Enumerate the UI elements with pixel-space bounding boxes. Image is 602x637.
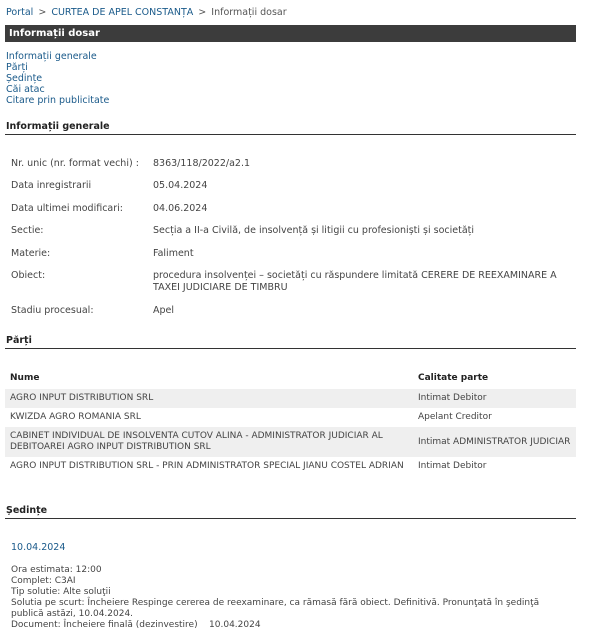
toc-link-citare-publicitate[interactable]: Citare prin publicitate — [6, 95, 110, 106]
breadcrumb-separator: > — [38, 7, 47, 18]
info-label: Sectie: — [11, 225, 44, 236]
breadcrumb-portal-link[interactable]: Portal — [6, 7, 34, 18]
section-heading-parti: Părți — [5, 335, 576, 349]
table-row — [5, 408, 576, 427]
parte-nume: AGRO INPUT DISTRIBUTION SRL — [5, 389, 413, 408]
info-value: Secția a II-a Civilă, de insolvență și litigii cu profesioniști și societăți — [153, 225, 475, 236]
breadcrumb-court-link[interactable]: CURTEA DE APEL CONSTANȚA — [51, 7, 194, 18]
parte-calitate: Intimat Debitor — [413, 389, 576, 408]
info-label: Nr. unic (nr. format vechi) : — [11, 158, 139, 169]
info-value: procedura insolvenței – societăți cu răspundere limitată CERERE DE REEXAMINARE A TAXEI JUDICIARE DE TIMBRU — [153, 270, 557, 293]
toc-link-cai-atac[interactable]: Căi atac — [6, 84, 45, 95]
parte-nume: AGRO INPUT DISTRIBUTION SRL - PRIN ADMINISTRATOR SPECIAL JIANU COSTEL ADRIAN — [10, 461, 404, 471]
parte-nume: KWIZDA AGRO ROMANIA SRL — [10, 412, 141, 422]
toc-link-informatii-generale[interactable]: Informații generale — [6, 51, 97, 62]
parte-calitate: Intimat ADMINISTRATOR JUDICIAR — [413, 427, 576, 457]
table-of-contents — [6, 51, 109, 106]
sedinta-complet: Complet: C3AI — [11, 576, 76, 586]
sedinta-date: 10.04.2024 — [11, 542, 66, 553]
info-value: 04.06.2024 — [153, 203, 208, 214]
breadcrumb-separator: > — [198, 7, 207, 18]
toc-link-parti[interactable]: Părți — [6, 62, 28, 73]
toc-link-sedinte[interactable]: Ședințe — [6, 73, 43, 84]
sedinta-solutie: Solutia pe scurt: Încheiere Respinge cererea de reexaminare, ca rămasă fără obiect. Definitivă. Pronunţată în şedinţă publică astăzi, 10.04.2024. — [11, 598, 540, 619]
column-header-nume: Nume — [10, 373, 40, 383]
table-row — [5, 427, 576, 457]
info-value: 8363/118/2022/a2.1 — [153, 158, 251, 169]
section-heading-sedinte: Ședințe — [5, 505, 576, 519]
info-label: Materie: — [11, 248, 51, 259]
table-row — [5, 389, 576, 408]
info-value: 05.04.2024 — [153, 180, 208, 191]
info-value: Apel — [153, 305, 175, 316]
sedinta-document: Document: Încheiere finală (dezinvestire) 10.04.2024 — [11, 620, 261, 630]
section-heading-informatii-generale: Informații generale — [5, 121, 576, 135]
table-row — [5, 457, 576, 476]
info-label: Obiect: — [11, 270, 46, 281]
parte-nume: CABINET INDIVIDUAL DE INSOLVENTA CUTOV ALINA - ADMINISTRATOR JUDICIAR AL DEBITOAREI AGRO INPUT DISTRIBUTION SRL — [5, 427, 413, 457]
sedinta-ora: Ora estimata: 12:00 — [11, 565, 102, 575]
parte-calitate: Intimat Debitor — [418, 461, 487, 471]
table-header-row — [5, 367, 576, 389]
column-header-calitate: Calitate parte — [418, 373, 489, 383]
page-title: Informații dosar — [5, 25, 576, 42]
info-label: Data ultimei modificari: — [11, 203, 123, 214]
parti-table — [5, 367, 576, 476]
sedinta-details — [11, 565, 571, 631]
info-label: Stadiu procesual: — [11, 305, 94, 316]
info-value: Faliment — [153, 248, 194, 259]
sedinta-tip-solutie: Tip solutie: Alte soluţii — [11, 587, 111, 597]
breadcrumb-current: Informații dosar — [211, 7, 287, 18]
info-label: Data inregistrarii — [11, 180, 92, 191]
parte-calitate: Apelant Creditor — [418, 412, 492, 422]
breadcrumb — [6, 7, 287, 18]
